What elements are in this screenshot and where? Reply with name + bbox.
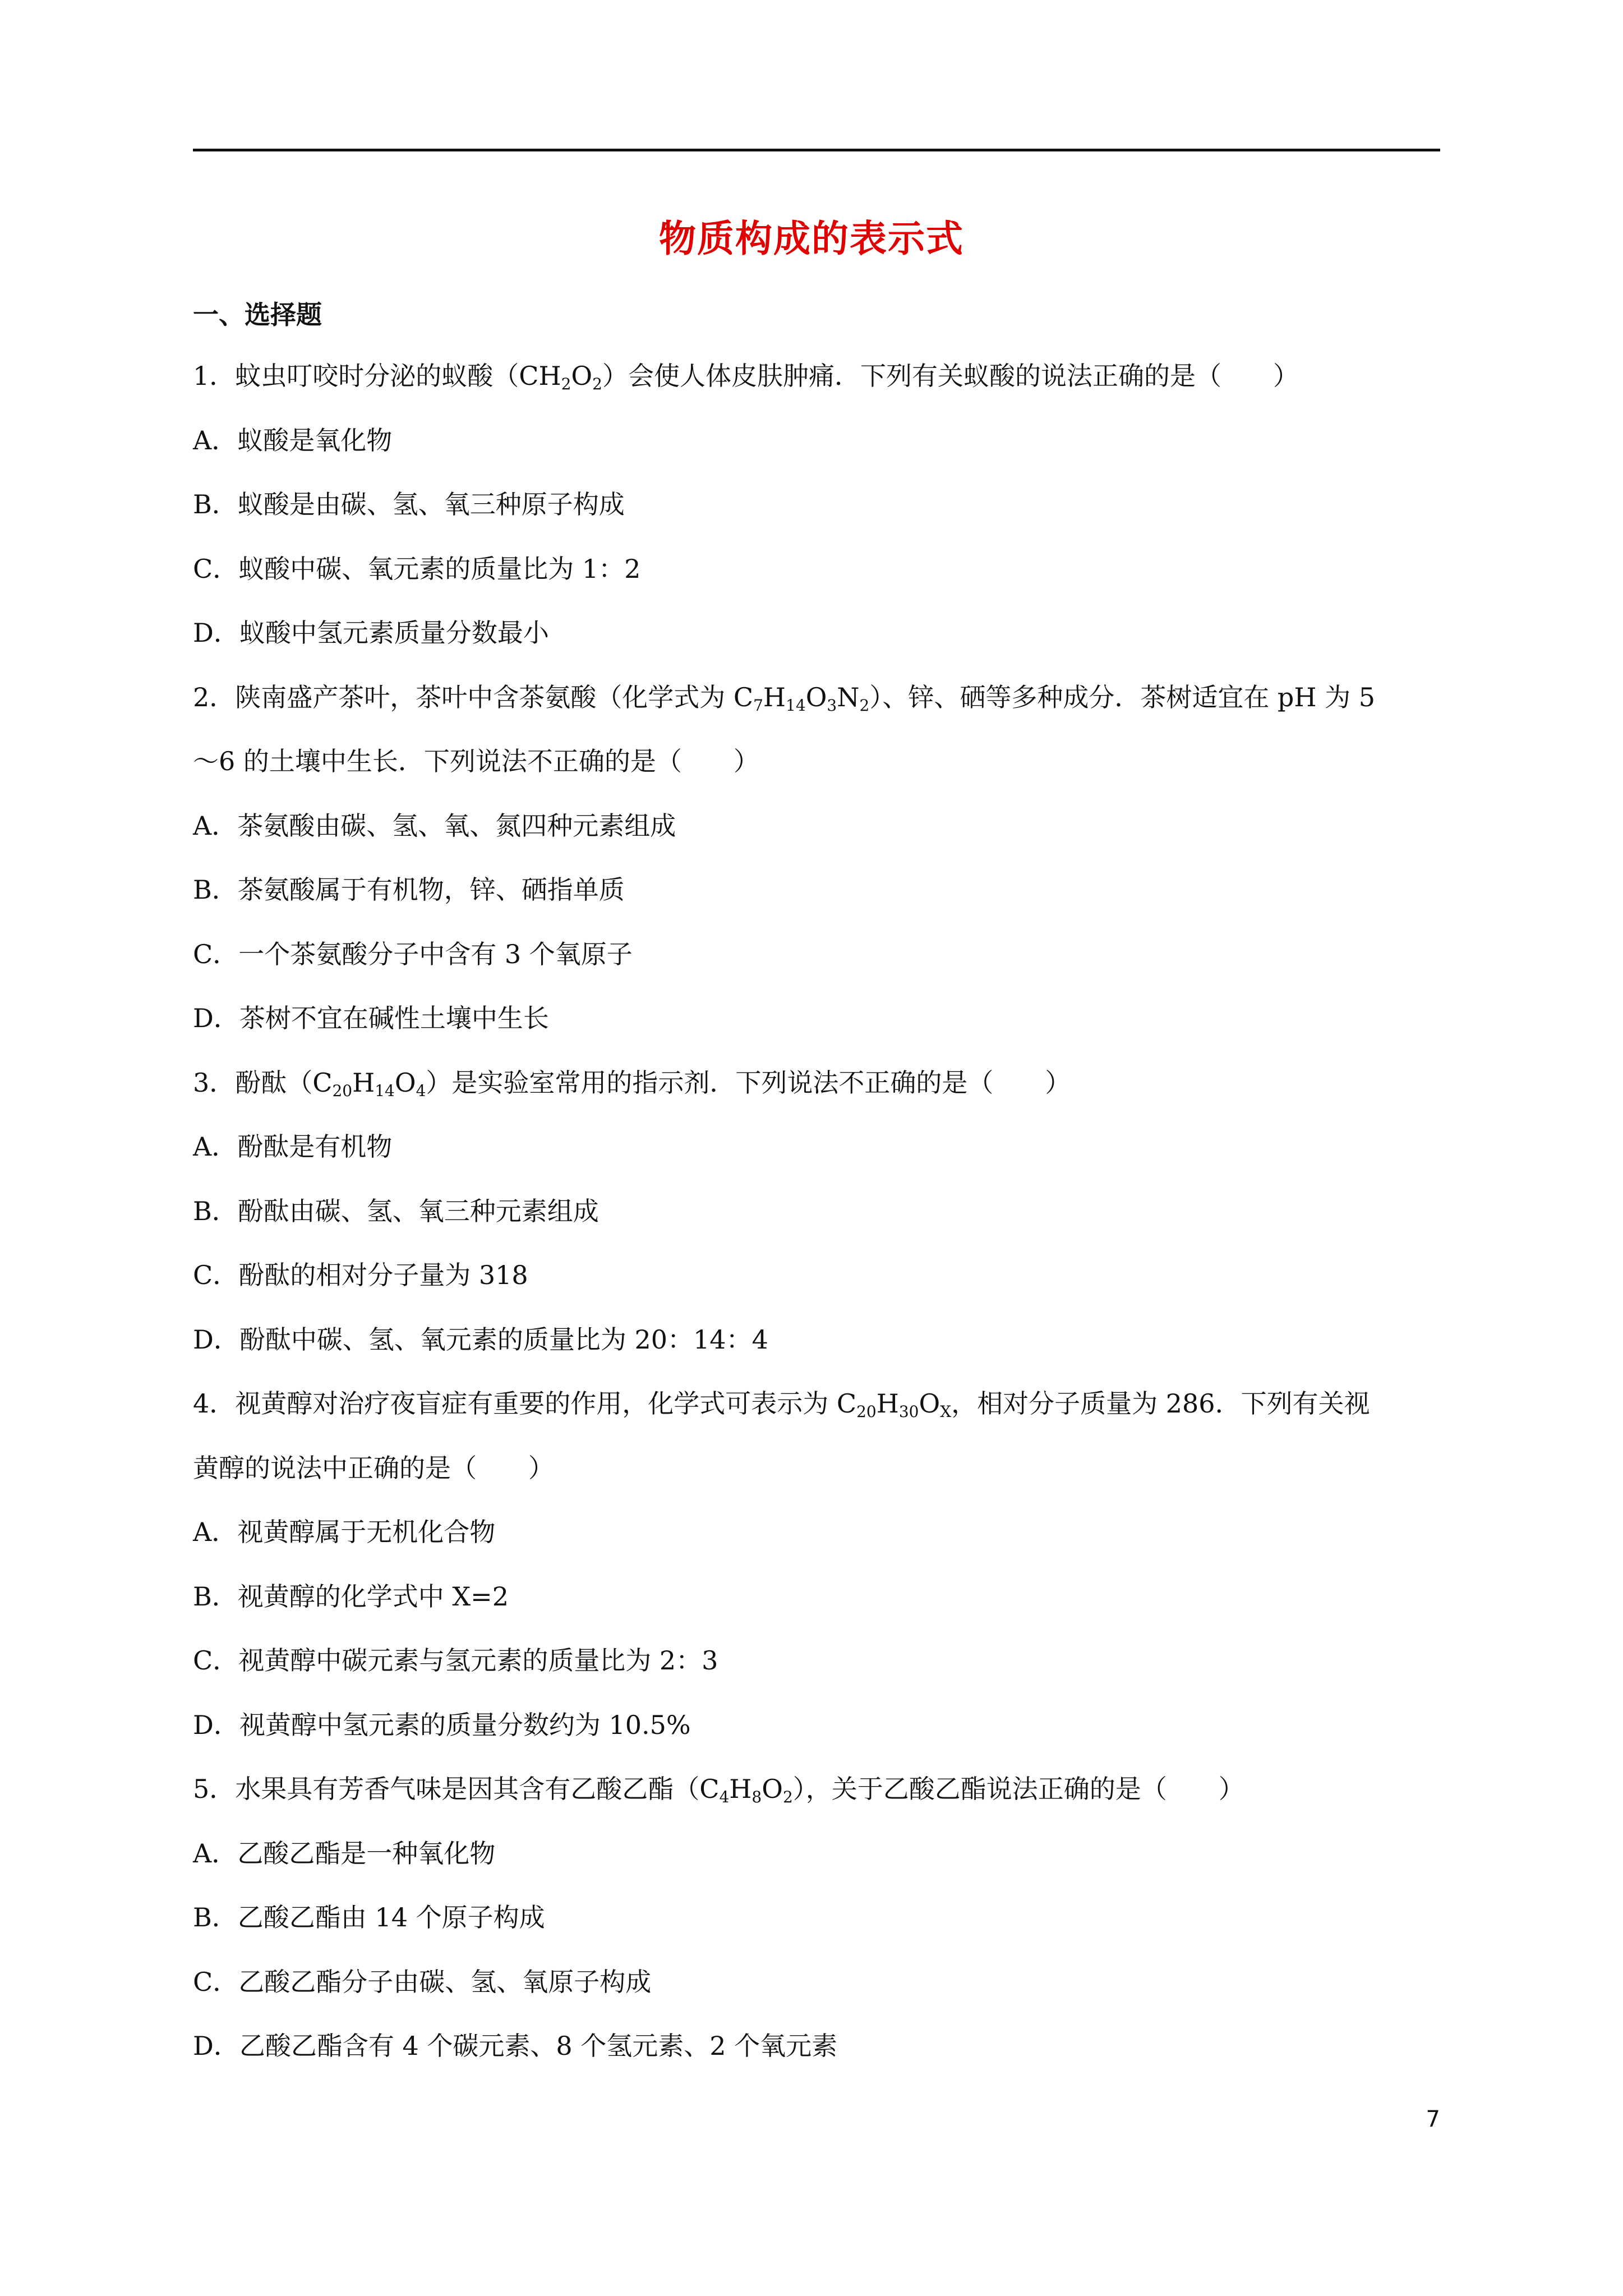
formula-subscript: 2 [859,696,870,715]
stem-text: O [394,1067,416,1098]
stem-text: O [805,682,827,712]
formula-subscript: 20 [332,1081,353,1100]
stem-text: O [571,361,593,391]
answer-option: D．蚁酸中氢元素质量分数最小 [193,618,549,648]
section-heading: 一、选择题 [193,300,322,330]
header-rule [193,149,1440,151]
stem-text: ）是实验室常用的指示剂．下列说法不正确的是（ ） [426,1067,1071,1098]
question-stem-line [193,359,1299,393]
answer-option: B．视黄醇的化学式中 X=2 [193,1581,509,1612]
answer-option: B．酚酞由碳、氢、氧三种元素组成 [193,1195,599,1226]
answer-option: C．酚酞的相对分子量为 318 [193,1260,528,1290]
answer-option: B．茶氨酸属于有机物，锌、硒指单质 [193,875,625,905]
formula-subscript: 14 [375,1081,395,1100]
question-stem-line [193,680,1375,714]
question-stem-line [193,1066,1071,1099]
formula-subscript: 14 [786,696,806,715]
answer-option: C．蚁酸中碳、氧元素的质量比为 1：2 [193,553,641,584]
formula-subscript: 8 [751,1788,762,1806]
formula-subscript: 30 [898,1402,919,1421]
stem-text: N [837,682,860,712]
stem-text: ）、锌、硒等多种成分．茶树适宜在 pH 为 5 [869,682,1376,712]
stem-text: O [919,1388,940,1419]
stem-text: 黄醇的说法中正确的是（ ） [193,1452,554,1483]
stem-text: ，相对分子质量为 286．下列有关视 [951,1388,1370,1419]
stem-text: H [729,1774,752,1804]
stem-text: 5．水果具有芳香气味是因其含有乙酸乙酯（C [193,1774,720,1804]
formula-subscript: 7 [753,696,763,715]
answer-option: A．酚酞是有机物 [193,1131,393,1162]
stem-text: ～6 的土壤中生长．下列说法不正确的是（ ） [193,746,759,776]
stem-text: ）会使人体皮肤肿痛．下列有关蚁酸的说法正确的是（ ） [602,361,1299,391]
formula-subscript: 2 [782,1788,793,1806]
stem-text: H [876,1388,899,1419]
answer-option: C．乙酸乙酯分子由碳、氢、氧原子构成 [193,1966,652,1997]
stem-text: H [352,1067,375,1098]
formula-subscript: X [940,1402,952,1421]
formula-subscript: 20 [856,1402,877,1421]
answer-option: A．乙酸乙酯是一种氧化物 [193,1838,496,1869]
answer-option: A．茶氨酸由碳、氢、氧、氮四种元素组成 [193,810,676,841]
stem-text: H [763,682,786,712]
stem-text: 1．蚊虫叮咬时分泌的蚁酸（CH [193,361,561,391]
answer-option: A．蚁酸是氧化物 [193,425,393,455]
answer-option: D．茶树不宜在碱性土壤中生长 [193,1003,549,1033]
stem-text: 4．视黄醇对治疗夜盲症有重要的作用，化学式可表示为 C [193,1388,857,1419]
formula-subscript: 4 [719,1788,730,1806]
answer-option: D．酚酞中碳、氢、氧元素的质量比为 20：14：4 [193,1324,768,1355]
answer-option: B．蚁酸是由碳、氢、氧三种原子构成 [193,489,625,519]
stem-text: 2．陕南盛产茶叶，茶叶中含茶氨酸（化学式为 C [193,682,754,712]
formula-subscript: 3 [827,696,837,715]
formula-subscript: 2 [592,375,602,393]
answer-option: A．视黄醇属于无机化合物 [193,1517,496,1547]
answer-option: D．视黄醇中氢元素的质量分数约为 10.5% [193,1709,691,1740]
stem-text: O [762,1774,783,1804]
question-stem-line [193,1387,1370,1420]
answer-option: D．乙酸乙酯含有 4 个碳元素、8 个氢元素、2 个氧元素 [193,2031,838,2061]
stem-text: 3．酚酞（C [193,1067,333,1098]
question-stem-line [193,744,759,778]
page-number: 7 [1426,2106,1440,2132]
formula-subscript: 4 [416,1081,426,1100]
formula-subscript: 2 [561,375,571,393]
stem-text: ），关于乙酸乙酯说法正确的是（ ） [792,1774,1244,1804]
question-stem-line [193,1451,554,1485]
answer-option: C．视黄醇中碳元素与氢元素的质量比为 2：3 [193,1645,718,1676]
question-stem-line [193,1772,1244,1806]
answer-option: B．乙酸乙酯由 14 个原子构成 [193,1902,545,1932]
answer-option: C．一个茶氨酸分子中含有 3 个氧原子 [193,938,633,969]
document-title: 物质构成的表示式 [659,217,964,260]
